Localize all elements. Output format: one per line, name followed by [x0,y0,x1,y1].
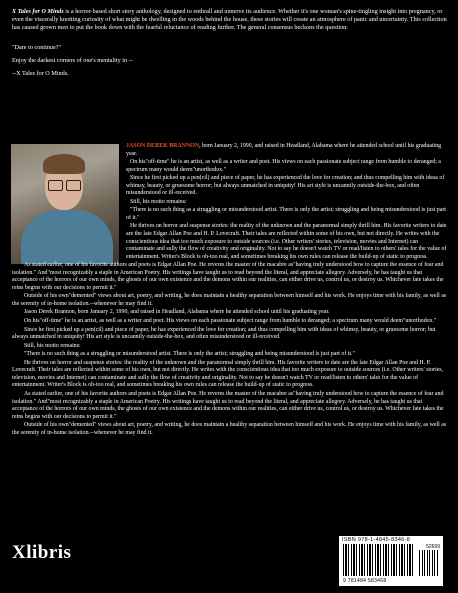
price-code: 52699 [426,544,440,550]
bio-paragraph: Jason Derek Brannon, born January 2, 1990, and raised in Headland, Alabama where he attended school until his graduating year. [24,309,330,316]
blurb [12,8,448,83]
bio-paragraph: As stated earlier, one of his favorite authors and poets is Edgar Allan Poe. He reveres the master of the macabre as"having truly understood how to capture the essence of fear and isolation." And"most recognizably a staple in American Poetry. His writings have taught us to read beyond the literal, and appreciate allegory. Adversely, he has taught us that acceptance of the horrors of our own minds, the ghosts of our own existence and the demons within our realities, can either drive us, control us, or destroy us. Whichever fate takes the reins begins with our decisions to permit it." [12,262,444,291]
bio-paragraph: He thrives on horror and suspense stories: the reality of the unknown and the paranormal simply thrill him. His favorite writers to date are the late Edgar Allan Poe and H. P. Lovecraft. Their tales are reflected within some of his own, but not directly. He writes with the conscientious idea that too much exposure to outside sources (i.e. Other writers' stories, television, movies and Internet) can contaminate and sully the flow of creativity and originality. Not to say he doesn't watch TV or read/listen to others' tales for the value of entertainment. Writer's Block is oh-too real, and sometimes breaking his own rules can release the build-up of static to progress. [12,359,443,389]
bio-paragraph: As stated earlier, one of his favorite authors and poets is Edgar Allan Poe. He reveres the master of the macabre as"having truly understood how to capture the essence of fear and isolation." And"most recognizably a staple in American Poetry. His writings have taught us to read beyond the literal, and appreciate allegory. Adversely, he has taught us that acceptance of the horrors of our own minds, the ghosts of our own existence and the demons within our realities, can either drive us, control us, or destroy us. Whichever fate takes the reins begins with our decisions to permit it." [12,390,444,420]
bio-paragraph: "There is no such thing as a struggling or misunderstood artist. There is only the artist; struggling and being misunderstood is just part of it." [126,207,446,221]
blurb-lead [12,8,448,32]
author-name: JASON DEREK BRANNON [126,143,199,149]
blurb-lead-text: is a horror-based short story anthology, designed to enthrall and unnerve its audience. Whether it's one woman's spine-tingling insight into pregnancy, or even the viscerally knotting curiosity of what might be dwelling in the woods behind the house, these stories will create an atmosphere of panic and uncertainty. This collection has caused grown men to put the book down with the fearful reluctance of reading further. The general consensus beckons the question: [12,8,447,32]
bio-paragraph: Outside of his own"demented" views about art, poetry, and writing, he does maintain a healthy separation between himself and his work. He enjoys time with his family, as well as the serenity of in-home isolation.--whenever he may find it. [12,293,447,307]
bio-paragraph: "There is no such thing as a struggling or misunderstood artist. There is only the artist; struggling and being misunderstood is just part of it." [24,351,355,358]
isbn-text: ISBN 978-1-4845-8346-8 [342,537,411,543]
bio-paragraph: Still, his motto remains: [24,342,81,349]
isbn-barcode [339,536,443,586]
bio-paragraph: Still, his motto remains: [130,198,187,205]
bio-paragraph: He thrives on horror and suspense stories: the reality of the unknown and the paranormal simply thrill him. His favorite writers to date are the late Edgar Allan Poe and H. P. Lovecraft. Their tales are reflected within some of his own, but not directly. He writes with the conscientious idea that too much exposure to outside sources (i.e. Other writers' stories, television, movies and Internet) can contaminate and sully the flow of creativity and originality. Not to say he doesn't watch TV or read/listen to others' tales for the value of entertainment. Writer's Block is oh-too real, and sometimes breaking his own rules can release the build-up of static to progress. [126,223,447,260]
barcode-number: 9 781484 583468 [343,578,387,584]
price-barcode-bars [419,550,439,576]
bio-paragraph: On his"off-time" he is an artist, as well as a writer and poet. His views on each passionate subject range from humble to deranged; a spectrum many would deem"unorthodox." [24,318,437,325]
bio-paragraph: On his"off-time" he is an artist, as well as a writer and poet. His views on each passionate subject range from humble to deranged; a spectrum many would deem"unorthodox." [126,159,441,173]
bio-paragraph: Outside of his own"demented" views about art, poetry, and writing, he does maintain a healthy separation between himself and his work. He enjoys time with his family, as well as the serenity of in-home isolation.--whenever he may find it. [12,422,447,436]
bio-paragraph: JASON DEREK BRANNON, born January 2, 1990, and raised in Headland, Alabama where he attended school until his graduating year. [126,143,442,157]
blurb-enjoy: Enjoy the darkest corners of one's mentality in -- [12,57,133,65]
author-bio [12,143,448,438]
blurb-quote: "Dare to continue?" [12,44,62,52]
barcode-bars [343,544,415,576]
bio-paragraph: Since he first picked up a pen(cil) and piece of paper, he has experienced the love for creation; and thus compelling him with ideas of whimsy, beauty, or gruesome horror; but always unmatched in uniquity! His art style is uncannily outside-the-box, and often misunderstood or ill-received. [126,175,445,197]
publisher-logo: Xlibris [12,542,72,563]
blurb-signoff: --X Tales for O Minds. [12,70,69,78]
book-title: X Tales for O Minds [12,8,64,15]
bio-paragraph: Since he first picked up a pen(cil) and piece of paper, he has experienced the love for creation; and thus compelling him with ideas of whimsy, beauty, or gruesome horror; but always unmatched in uniquity! His art style is uncannily outside-the-box, and often misunderstood or ill-received. [12,326,436,341]
